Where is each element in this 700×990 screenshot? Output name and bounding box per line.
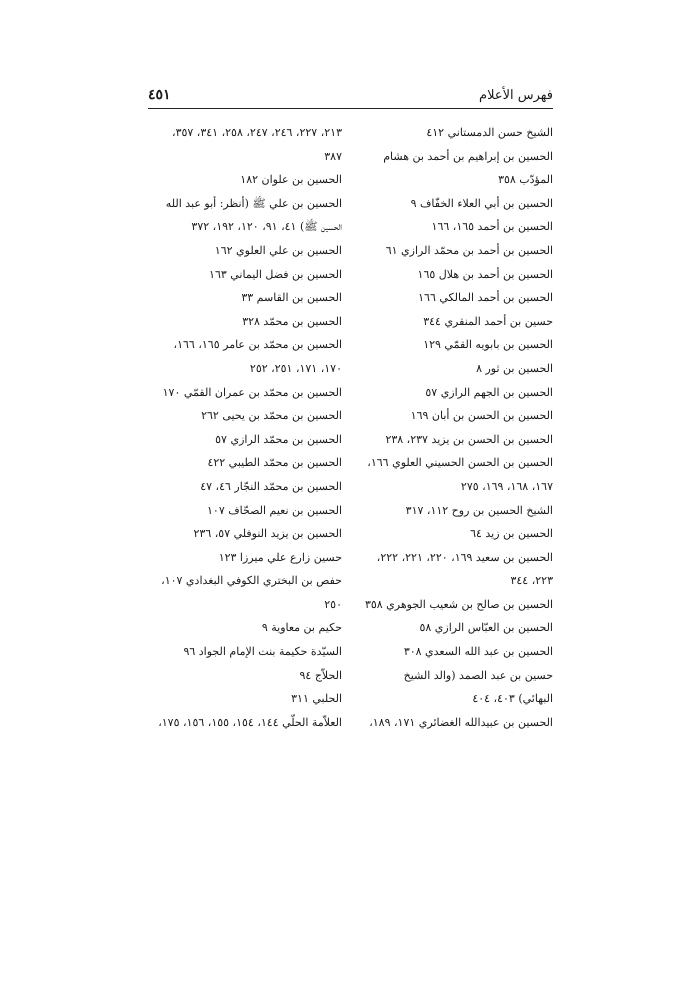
- index-entry-line: ٣٨٧: [324, 149, 342, 163]
- index-entry-line: الحسين بن صالح بن شعيب الجوهري ٣٥٨: [364, 597, 553, 611]
- index-entry-line: الحسين بن محمّد بن يحيى ٢٦٢: [201, 409, 342, 423]
- index-entry-line: الحسين بن محمّد النجّار ٤٦، ٤٧: [200, 479, 342, 493]
- index-entry-line: الحسين بن إبراهيم بن أحمد بن هشام: [383, 149, 553, 163]
- index-entry-line: الحلاّج ٩٤: [299, 668, 342, 682]
- index-entry-line: الحسين بن الحسن الحسيني العلوي ١٦٦،: [367, 456, 553, 470]
- index-entry-line: السيّدة حكيمة بنت الإمام الجواد ٩٦: [183, 645, 342, 659]
- index-entry-line: الحسين بن محمّد ٣٢٨: [242, 314, 342, 328]
- index-entry-line: ١٦٧، ١٦٨، ١٦٩، ٢٧٥: [460, 479, 553, 493]
- index-entry-line: الحسين بن الجهم الرازي ٥٧: [425, 385, 553, 399]
- index-entry-line: الشيخ حسن الدمستاني ٤١٢: [426, 126, 553, 139]
- index-entry-line: الحسين بن زيد ٦٤: [470, 527, 553, 541]
- index-entry-line: الحسين بن يزيد النوفلي ٥٧، ٢٣٦: [193, 527, 342, 541]
- index-entry-line: الحسين بن أحمد بن محمّد الرازي ٦١: [385, 243, 553, 257]
- index-entry-line: حسين بن أحمد المنقري ٣٤٤: [423, 314, 553, 328]
- index-entry-line: الحسين بن أحمد بن هلال ١٦٥: [417, 267, 553, 281]
- index-entry-line: الحسين بن الحسن بن يزيد ٢٣٧، ٢٣٨: [385, 432, 553, 446]
- index-entry-line: الحلبي ٣١١: [291, 692, 342, 706]
- index-entry-line: الحسين بن ثور ٨: [476, 361, 553, 375]
- header-rule: [148, 108, 553, 109]
- index-entry-line: الحسين بن محمّد بن عامر ١٦٥، ١٦٦،: [173, 338, 342, 352]
- index-entry-line: الحسين بن علوان ١٨٢: [240, 173, 342, 187]
- index-entry-line: حكيم بن معاوية ٩: [261, 621, 342, 635]
- index-entry-line: الحسين بن علي ﷺ (أنظر: أبو عبد الله: [165, 196, 342, 210]
- header-title: فهرس الأعلام: [479, 88, 553, 103]
- index-entry-line: ٢١٣، ٢٢٧، ٢٤٦، ٢٤٧، ٢٥٨، ٣٤١، ٣٥٧،: [172, 126, 342, 139]
- index-entry-line: العلاّمة الحلّي ١٤٤، ١٥٤، ١٥٥، ١٥٦، ١٧٥،: [158, 715, 342, 729]
- index-entry-line: الحسين بن أحمد المالكي ١٦٦: [418, 291, 553, 305]
- page-header: [148, 86, 553, 108]
- index-column-right: [355, 121, 553, 734]
- index-entry-line: ٢٥٠: [324, 597, 342, 611]
- index-entry-line: الحسين بن عبيدالله الغضائري ١٧١، ١٨٩،: [369, 715, 553, 729]
- index-entry-line: ٢٢٣، ٣٤٤: [510, 574, 553, 588]
- page-number: ٤٥١: [148, 87, 171, 103]
- index-entry-line: الحسين بن بابويه القمّي ١٢٩: [423, 338, 553, 352]
- index-entry-line: الشيخ الحسين بن روح ١١٢، ٣١٧: [405, 503, 553, 517]
- index-entry-line: حسين بن عبد الصمد (والد الشيخ: [403, 668, 553, 682]
- index-entry-line: الحسين بن الحسن بن أبان ١٦٩: [410, 409, 553, 423]
- index-entry-line: الحسين بن محمّد الطيبي ٤٢٢: [207, 456, 342, 470]
- index-entry-line: الحسين ﷺ) ٤١، ٩١، ١٢٠، ١٩٢، ٣٧٢: [191, 220, 342, 234]
- index-entry-line: البهائي) ٤٠٣، ٤٠٤: [472, 692, 553, 706]
- index-entry-line: الحسين بن العبّاس الرازي ٥٨: [419, 621, 553, 635]
- index-entry-line: حسين زارع علي ميرزا ١٢٣: [218, 550, 342, 564]
- index-entry-line: الحسين بن نعيم الصحّاف ١٠٧: [207, 503, 342, 517]
- index-entry-line: الحسين بن فضل اليماني ١٦٣: [209, 267, 342, 281]
- index-entry-line: الحسين بن أحمد ١٦٥، ١٦٦: [431, 220, 553, 234]
- index-entry-line: المؤدّب ٣٥٨: [498, 173, 553, 187]
- index-column-left: [132, 121, 342, 734]
- index-entry-line: الحسين بن سعيد ١٦٩، ٢٢٠، ٢٢١، ٢٢٢،: [376, 550, 553, 564]
- index-entry-line: ١٧٠، ١٧١، ٢٥١، ٢٥٢: [249, 361, 342, 375]
- index-entry-line: الحسين بن محمّد الرازي ٥٧: [215, 432, 342, 446]
- index-entry-line: الحسين بن عبد الله السعدي ٣٠٨: [403, 645, 553, 659]
- index-entry-line: الحسين بن أبي العلاء الخفّاف ٩: [410, 196, 553, 210]
- index-entry-line: الحسين بن القاسم ٣٣: [241, 291, 342, 305]
- index-entry-line: حفص بن البختري الكوفي البغدادي ١٠٧،: [161, 574, 342, 588]
- index-entry-line: الحسين بن محمّد بن عمران القمّي ١٧٠: [162, 385, 342, 399]
- index-entry-line: الحسين بن علي العلوي ١٦٢: [214, 243, 342, 257]
